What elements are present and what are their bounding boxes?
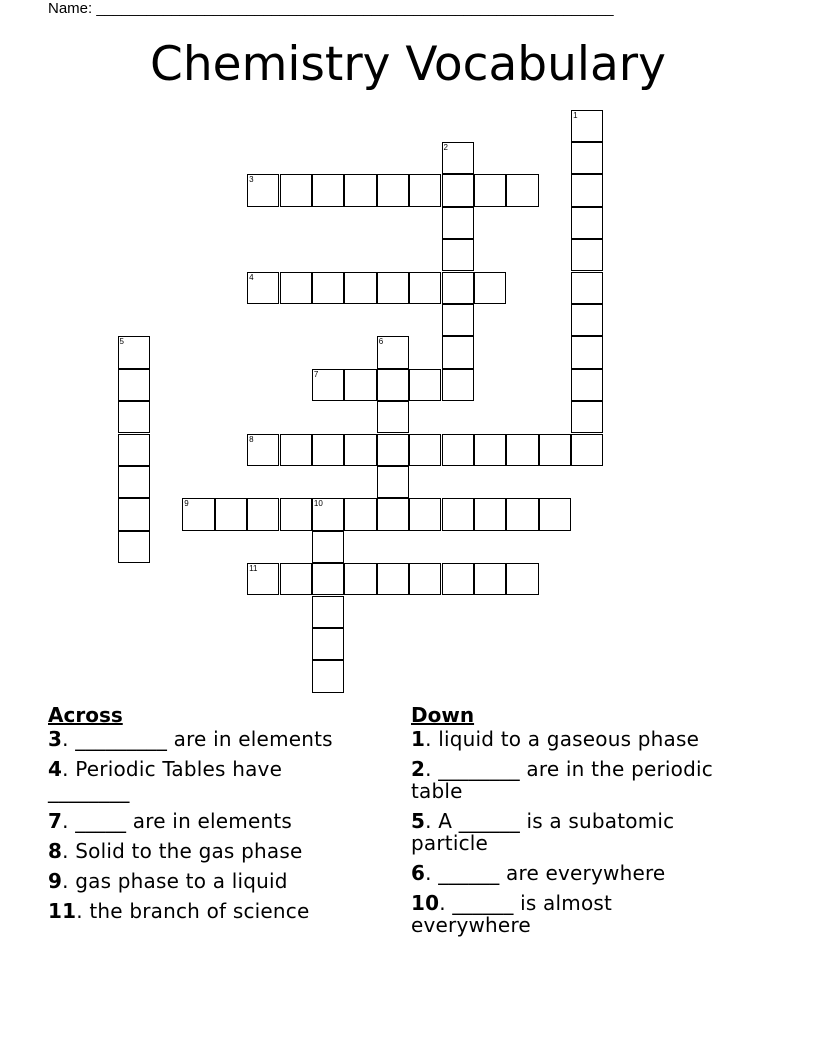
grid-cell[interactable] [442, 207, 474, 239]
grid-cell[interactable] [312, 563, 344, 595]
grid-cell[interactable] [571, 239, 603, 271]
clue-text: A ______ is a subatomic particle [411, 809, 675, 855]
grid-cell[interactable] [409, 272, 441, 304]
grid-cell[interactable] [247, 174, 279, 206]
cell-number: 4 [249, 272, 254, 282]
grid-cell[interactable] [312, 369, 344, 401]
clue-item: 5. A ______ is a subatomic particle [411, 809, 675, 855]
clue-text: _____ are in elements [75, 809, 292, 833]
grid-cell[interactable] [442, 369, 474, 401]
clue-text: ________ are in the periodic table [411, 757, 713, 803]
clue-number: 3 [48, 727, 63, 751]
grid-cell[interactable] [506, 434, 538, 466]
clue-text: the branch of science [89, 899, 310, 923]
grid-cell[interactable] [247, 498, 279, 530]
down-clues [411, 702, 731, 944]
cell-number: 3 [249, 175, 254, 185]
grid-cell[interactable] [118, 531, 150, 563]
clue-number: 8 [48, 839, 63, 863]
grid-cell[interactable] [442, 336, 474, 368]
grid-cell[interactable] [280, 272, 312, 304]
grid-cell[interactable] [442, 563, 474, 595]
grid-cell[interactable] [474, 272, 506, 304]
grid-cell[interactable] [539, 498, 571, 530]
grid-cell[interactable] [118, 336, 150, 368]
grid-cell[interactable] [377, 434, 409, 466]
clue-item: 2. ________ are in the periodic table [411, 757, 713, 803]
clue-text: ______ are everywhere [438, 861, 666, 885]
cell-number: 7 [313, 369, 319, 379]
name-blank[interactable]: ______________________________________________________________ [96, 0, 614, 17]
grid-cell[interactable] [571, 434, 603, 466]
clue-number: 7 [48, 809, 63, 833]
grid-cell[interactable] [442, 434, 474, 466]
grid-cell[interactable] [312, 498, 344, 530]
clue-item: 11. the branch of science [48, 899, 310, 923]
grid-cell[interactable] [506, 563, 538, 595]
grid-cell[interactable] [474, 434, 506, 466]
across-clue-list [48, 728, 368, 922]
grid-cell[interactable] [571, 174, 603, 206]
grid-cell[interactable] [118, 498, 150, 530]
grid-cell[interactable] [571, 304, 603, 336]
grid-cell[interactable] [312, 272, 344, 304]
grid-cell[interactable] [474, 498, 506, 530]
grid-cell[interactable] [442, 272, 474, 304]
grid-cell[interactable] [571, 207, 603, 239]
grid-cell[interactable] [442, 304, 474, 336]
clue-number: 9 [48, 869, 63, 893]
grid-cell[interactable] [506, 498, 538, 530]
grid-cell[interactable] [474, 174, 506, 206]
grid-cell[interactable] [118, 466, 150, 498]
grid-cell[interactable] [280, 434, 312, 466]
grid-cell[interactable] [409, 434, 441, 466]
grid-cell[interactable] [182, 498, 214, 530]
cell-number: 2 [443, 142, 448, 152]
grid-cell[interactable] [474, 563, 506, 595]
across-clues [48, 702, 368, 930]
clue-item: 10. ______ is almost everywhere [411, 891, 613, 937]
grid-cell[interactable] [442, 142, 474, 174]
page-title: Chemistry Vocabulary [150, 37, 666, 92]
clue-text: liquid to a gaseous phase [438, 727, 700, 751]
grid-cell[interactable] [571, 401, 603, 433]
grid-cell[interactable] [247, 272, 279, 304]
clue-number: 4 [48, 757, 63, 781]
grid-cell[interactable] [344, 174, 376, 206]
across-heading: Across [48, 703, 123, 727]
grid-cell[interactable] [377, 563, 409, 595]
grid-cell[interactable] [539, 434, 571, 466]
grid-cell[interactable] [506, 174, 538, 206]
grid-cell[interactable] [118, 369, 150, 401]
grid-cell[interactable] [571, 369, 603, 401]
grid-cell[interactable] [247, 563, 279, 595]
grid-cell[interactable] [442, 498, 474, 530]
cell-number: 1 [573, 110, 578, 120]
clue-number: 1 [411, 727, 426, 751]
clue-number: 11 [48, 899, 77, 923]
grid-cell[interactable] [312, 660, 344, 692]
grid-cell[interactable] [409, 369, 441, 401]
clue-item: 1. liquid to a gaseous phase [411, 727, 700, 751]
clue-number: 6 [411, 861, 426, 885]
grid-cell[interactable] [344, 434, 376, 466]
grid-cell[interactable] [409, 174, 441, 206]
grid-cell[interactable] [344, 498, 376, 530]
grid-cell[interactable] [280, 174, 312, 206]
grid-cell[interactable] [571, 272, 603, 304]
grid-cell[interactable] [377, 272, 409, 304]
clue-item: 6. ______ are everywhere [411, 861, 666, 885]
cell-number: 10 [313, 499, 323, 509]
grid-cell[interactable] [344, 369, 376, 401]
grid-cell[interactable] [409, 498, 441, 530]
grid-cell[interactable] [118, 401, 150, 433]
clue-text: ______ is almost everywhere [411, 891, 613, 937]
clue-number: 5 [411, 809, 426, 833]
grid-cell[interactable] [377, 174, 409, 206]
grid-cell[interactable] [247, 434, 279, 466]
cell-number: 6 [378, 337, 384, 347]
clue-item: 3. _________ are in elements [48, 727, 333, 751]
grid-cell[interactable] [280, 563, 312, 595]
grid-cell[interactable] [312, 628, 344, 660]
cell-number: 11 [249, 564, 258, 574]
grid-cell[interactable] [442, 239, 474, 271]
grid-cell[interactable] [344, 272, 376, 304]
grid-cell[interactable] [312, 596, 344, 628]
grid-cell[interactable] [377, 336, 409, 368]
grid-cell[interactable] [571, 142, 603, 174]
clue-text: Periodic Tables have ________ [48, 757, 283, 803]
grid-cell[interactable] [442, 174, 474, 206]
clue-item: 4. Periodic Tables have ________ [48, 757, 283, 803]
grid-cell[interactable] [118, 434, 150, 466]
grid-cell[interactable] [344, 563, 376, 595]
down-heading: Down [411, 703, 475, 727]
grid-cell[interactable] [377, 401, 409, 433]
cell-number: 5 [119, 337, 124, 347]
clue-item: 8. Solid to the gas phase [48, 839, 303, 863]
grid-cell[interactable] [312, 531, 344, 563]
name-label: Name: [48, 0, 93, 17]
grid-cell[interactable] [312, 174, 344, 206]
clue-number: 10 [411, 891, 440, 915]
clue-number: 2 [411, 757, 426, 781]
clue-text: gas phase to a liquid [75, 869, 288, 893]
cell-number: 9 [184, 499, 189, 509]
grid-cell[interactable] [280, 498, 312, 530]
down-clue-list [411, 728, 731, 936]
grid-cell[interactable] [571, 336, 603, 368]
grid-cell[interactable] [377, 369, 409, 401]
grid-cell[interactable] [215, 498, 247, 530]
clue-item: 9. gas phase to a liquid [48, 869, 288, 893]
clue-item: 7. _____ are in elements [48, 809, 292, 833]
grid-cell[interactable] [312, 434, 344, 466]
cell-number: 8 [249, 434, 254, 444]
grid-cell[interactable] [377, 466, 409, 498]
clue-text: _________ are in elements [75, 727, 333, 751]
clue-text: Solid to the gas phase [75, 839, 303, 863]
grid-cell[interactable] [409, 563, 441, 595]
grid-cell[interactable] [377, 498, 409, 530]
grid-cell[interactable] [571, 110, 603, 142]
